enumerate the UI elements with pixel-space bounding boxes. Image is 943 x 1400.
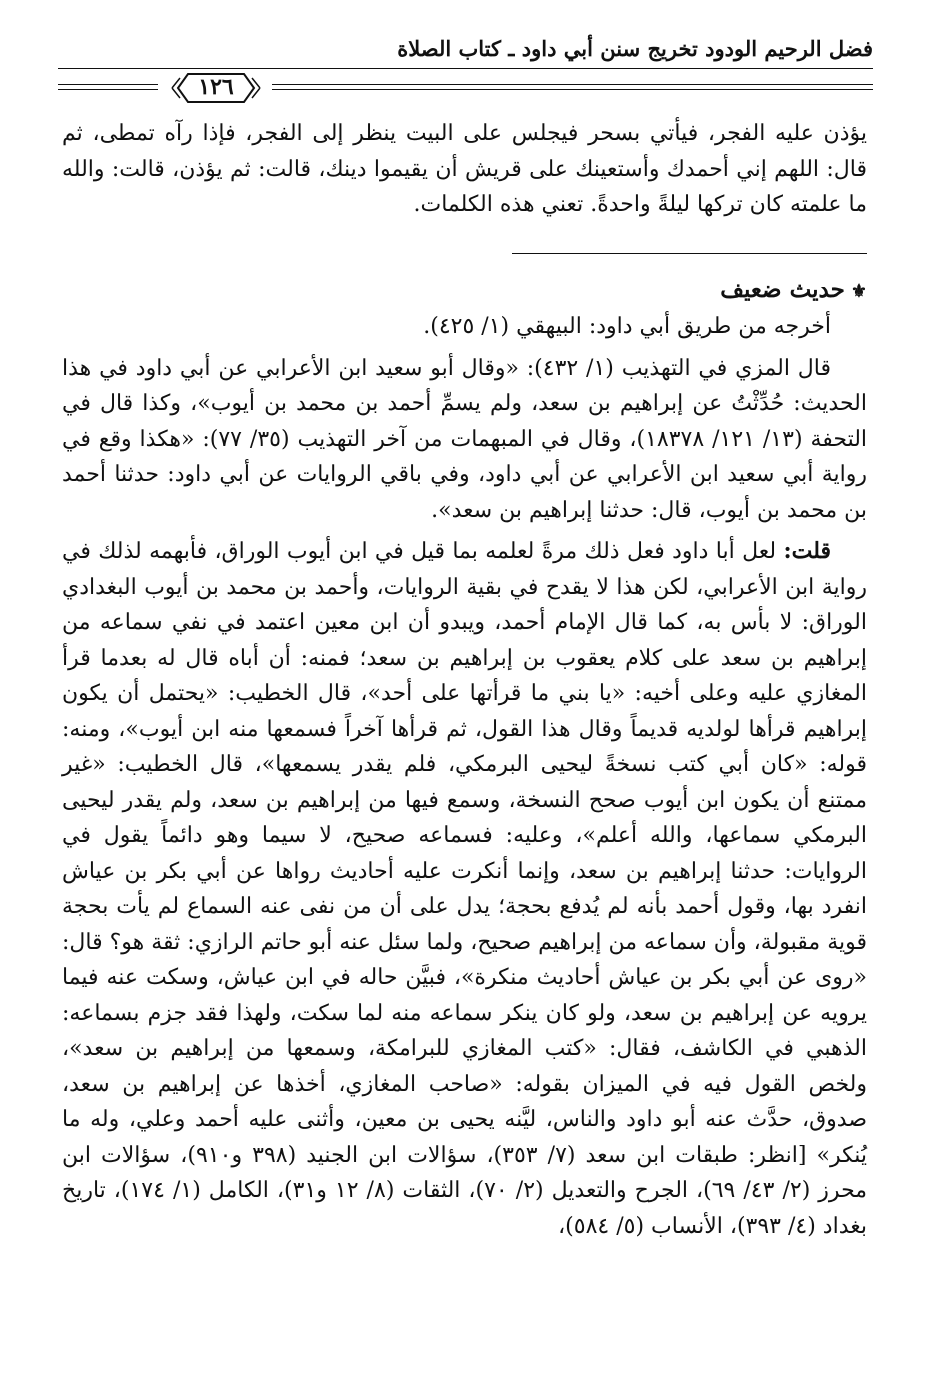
analysis-lead: قلت: — [783, 538, 831, 564]
section-heading-row — [62, 272, 867, 310]
section-divider — [512, 253, 867, 254]
takhrij-paragraph: أخرجه من طريق أبي داود: البيهقي (١/ ٤٢٥). — [423, 314, 831, 339]
analysis-text: لعل أبا داود فعل ذلك مرةً لعلمه بما قيل في ابن أيوب الوراق، فأبهمه لذلك في رواية ابن الأعرابي، لكن هذا لا يقدح في بقية الروايات، وأحمد بن محمد بن أيوب البغدادي الوراق: لا بأس به، كما قال الإمام أحمد، ويبدو أن ابن معين اعتمد في نفي سماعه من إبراهيم بن سعد على كلام يعقوب بن إبراهيم بن سعد؛ فمنه: أن أباه قال له بعدما قرأ المغازي عليه وعلى أخيه: «يا بني ما قرأتها على أحد»، قال الخطيب: «يحتمل أن يكون إبراهيم قرأها لولديه قديماً وقال هذا القول، ثم قرأها آخراً فسمعها منه ابن أيوب»، ومنه: قوله: «كان أبي كتب نسخةً ليحيى البرمكي، فلم يقدر يسمعها»، قال الخطيب: «غير ممتنع أن يكون ابن أيوب صحح النسخة، وسمع فيها من إبراهيم بن سعد، ولم يقدر ليحيى البرمكي سماعها، والله أعلم»، وعليه: فسماعه صحيح، لا سيما وهو دائماً يقول في الروايات: حدثنا إبراهيم بن سعد، وإنما أنكرت عليه أحاديث رواها عن أبي بكر بن عياش انفرد بها، وقول أحمد بأنه لم يُدفع بحجة؛ يدل على أن من نفى عنه السماع لم يأت بحجة قوية مقبولة، وأن سماعه من إبراهيم صحيح، ولما سئل عنه أبو حاتم الرازي: ثقة هو؟ قال: «روى عن أبي بكر بن عياش أحاديث منكرة»، فبيَّن حاله في ابن عياش، وسكت عنه فيما يرويه عن إبراهيم بن سعد، ولو كان ينكر سماعه منه لما سكت، ولهذا فقد جزم بسماعه: الذهبي في الكاشف، فقال: «كتب المغازي للبرامكة، وسمعها من إبراهيم بن سعد»، ولخص القول فيه في الميزان بقوله: «صاحب المغازي، أخذها عن إبراهيم بن سعد، صدوق، حدَّث عنه أبو داود والناس، ليَّنه يحيى بن معين، وأثنى عليه أحمد وعلي، وله ما يُنكر» [انظر: طبقات ابن سعد (٧/ ٣٥٣)، سؤالات ابن الجنيد (٣٩٨ و٩١٠)، سؤالات ابن محرز (٢/ ٤٣/ ٦٩)، الجرح والتعديل (٢/ ٧٠)، الثقات (٨/ ١٢ و٣١)، الكامل (١/ ١٧٤)، تاريخ بغداد (٤/ ٣٩٣)، الأنساب (٥/ ٥٨٤)، — [62, 539, 868, 1239]
page-number: ١٢٦ — [198, 74, 234, 100]
mizzi-paragraph: قال المزي في التهذيب (١/ ٤٣٢): «وقال أبو سعيد ابن الأعرابي عن أبي داود في هذا الحديث: حُدِّثْتُ عن إبراهيم بن سعد، ولم يسمِّ أحمد بن محمد بن أيوب»، وكذا قال في التحفة (١٣/ ١٢١/ ١٨٣٧٨)، وقال في المبهمات من آخر التهذيب (٣٥/ ٧٧): «هكذا وقع في رواية أبي سعيد ابن الأعرابي عن أبي داود، وفي باقي الروايات عن أبي داود: حدثنا أحمد بن محمد بن أيوب، قال: حدثنا إبراهيم بن سعد». — [62, 355, 868, 523]
running-title: فضل الرحيم الودود تخريج سنن أبي داود ـ كتاب الصلاة — [397, 36, 873, 61]
page-body — [62, 116, 867, 1244]
page-header — [58, 34, 873, 100]
page-number-badge — [168, 70, 264, 106]
section-heading: حديث ضعيف — [720, 275, 845, 303]
fleuron-icon: ⚜ — [850, 280, 867, 302]
header-rule — [58, 68, 873, 69]
analysis-paragraph — [62, 534, 867, 1244]
left-ornament-lines — [58, 84, 158, 96]
intro-paragraph: يؤذن عليه الفجر، فيأتي بسحر فيجلس على البيت ينظر إلى الفجر، فإذا رآه تمطى، ثم قال: اللهم إني أحمدك وأستعينك على قريش أن يقيموا دينك، قالت: ثم يؤذن، قالت: والله ما علمته كان تركها ليلةً واحدةً. تعني هذه الكلمات. — [62, 121, 867, 217]
right-ornament-lines — [272, 84, 873, 96]
